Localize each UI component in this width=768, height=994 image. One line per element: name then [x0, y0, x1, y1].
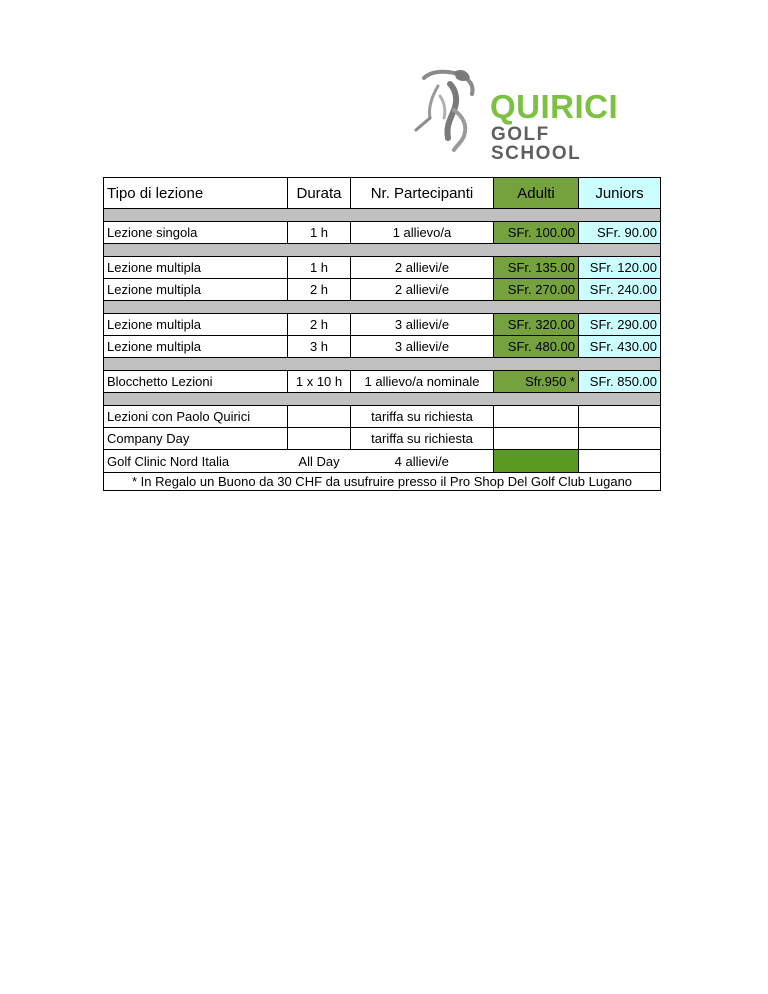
header-adulti: Adulti — [494, 178, 579, 209]
table-row — [104, 450, 661, 473]
price-table — [103, 177, 661, 491]
cell-durata: 1 h — [288, 257, 351, 279]
note-row — [104, 473, 661, 491]
separator-row — [104, 301, 661, 314]
cell-durata — [288, 428, 351, 450]
cell-adulti: SFr. 100.00 — [494, 222, 579, 244]
table-row — [104, 406, 661, 428]
cell-tipo: Golf Clinic Nord Italia — [104, 450, 288, 473]
cell-tipo: Company Day — [104, 428, 288, 450]
cell-juniors: SFr. 120.00 — [579, 257, 661, 279]
cell-tipo: Lezione multipla — [104, 314, 288, 336]
separator-row — [104, 209, 661, 222]
cell-partecipanti: 2 allievi/e — [351, 279, 494, 301]
cell-durata: 1 x 10 h — [288, 371, 351, 393]
table-row — [104, 428, 661, 450]
cell-partecipanti: tariffa su richiesta — [351, 428, 494, 450]
header-row — [104, 178, 661, 209]
cell-partecipanti: 3 allievi/e — [351, 314, 494, 336]
cell-adulti — [494, 450, 579, 473]
table-row — [104, 279, 661, 301]
golfer-icon — [410, 66, 490, 156]
cell-juniors — [579, 450, 661, 473]
table-row — [104, 314, 661, 336]
cell-tipo: Lezioni con Paolo Quirici — [104, 406, 288, 428]
cell-adulti — [494, 406, 579, 428]
cell-juniors: SFr. 290.00 — [579, 314, 661, 336]
separator-row — [104, 358, 661, 371]
cell-durata: 1 h — [288, 222, 351, 244]
cell-durata: All Day — [288, 450, 351, 473]
cell-juniors — [579, 428, 661, 450]
cell-durata: 2 h — [288, 314, 351, 336]
header-juniors: Juniors — [579, 178, 661, 209]
cell-adulti: Sfr.950 * — [494, 371, 579, 393]
cell-tipo: Blocchetto Lezioni — [104, 371, 288, 393]
table-row — [104, 257, 661, 279]
logo-brand: QUIRICI — [490, 88, 619, 125]
cell-durata: 3 h — [288, 336, 351, 358]
quirici-logo — [410, 66, 640, 164]
cell-juniors — [579, 406, 661, 428]
cell-durata — [288, 406, 351, 428]
cell-partecipanti: 1 allievo/a — [351, 222, 494, 244]
header-tipo: Tipo di lezione — [104, 178, 288, 209]
cell-partecipanti: tariffa su richiesta — [351, 406, 494, 428]
cell-tipo: Lezione multipla — [104, 336, 288, 358]
cell-adulti: SFr. 270.00 — [494, 279, 579, 301]
cell-tipo: Lezione multipla — [104, 257, 288, 279]
header-partecipanti: Nr. Partecipanti — [351, 178, 494, 209]
cell-partecipanti: 4 allievi/e — [351, 450, 494, 473]
cell-partecipanti: 3 allievi/e — [351, 336, 494, 358]
table-row — [104, 336, 661, 358]
cell-adulti: SFr. 480.00 — [494, 336, 579, 358]
separator-row — [104, 393, 661, 406]
table-row — [104, 371, 661, 393]
cell-juniors: SFr. 240.00 — [579, 279, 661, 301]
cell-adulti — [494, 428, 579, 450]
cell-juniors: SFr. 90.00 — [579, 222, 661, 244]
cell-juniors: SFr. 850.00 — [579, 371, 661, 393]
cell-juniors: SFr. 430.00 — [579, 336, 661, 358]
cell-tipo: Lezione multipla — [104, 279, 288, 301]
cell-partecipanti: 2 allievi/e — [351, 257, 494, 279]
separator-row — [104, 244, 661, 257]
footnote: * In Regalo un Buono da 30 CHF da usufruire presso il Pro Shop Del Golf Club Lugano — [104, 473, 661, 491]
cell-durata: 2 h — [288, 279, 351, 301]
logo-subtitle: GOLF SCHOOL — [491, 124, 582, 164]
table-row — [104, 222, 661, 244]
cell-partecipanti: 1 allievo/a nominale — [351, 371, 494, 393]
cell-tipo: Lezione singola — [104, 222, 288, 244]
header-durata: Durata — [288, 178, 351, 209]
cell-adulti: SFr. 135.00 — [494, 257, 579, 279]
cell-adulti: SFr. 320.00 — [494, 314, 579, 336]
